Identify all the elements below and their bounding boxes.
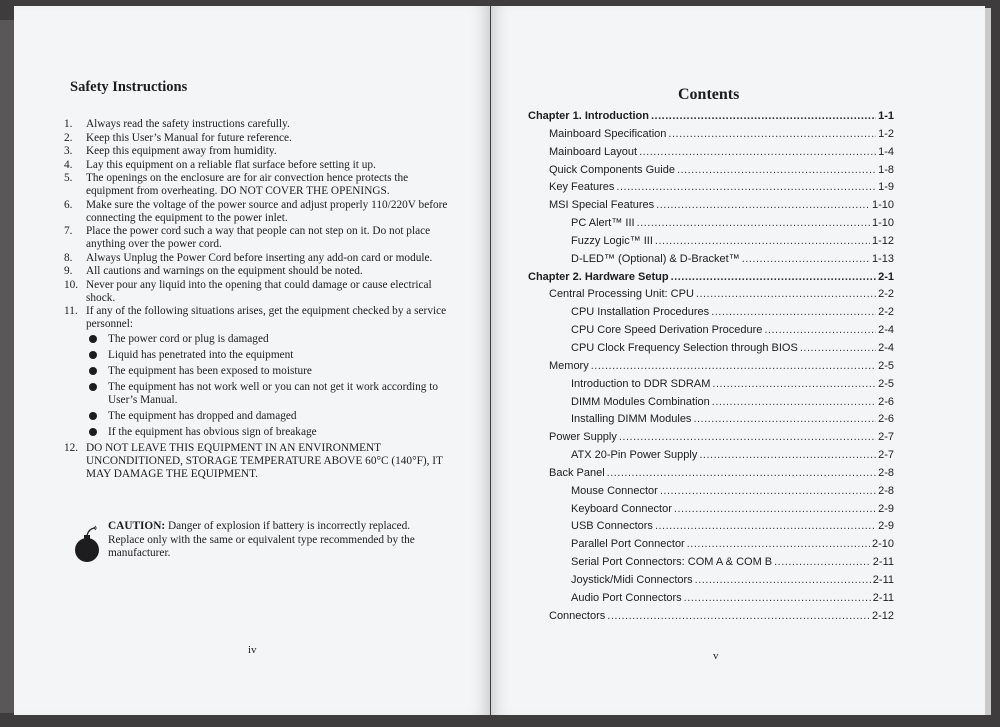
list-item: 5. The openings on the enclosure are for air convection hence protects the equipment from overheating. DO NOT COVER THE OPENINGS. bbox=[64, 172, 409, 197]
toc-entry bbox=[528, 485, 894, 503]
bullet-icon bbox=[89, 335, 97, 343]
toc-entry-page: 2-5 bbox=[878, 359, 894, 372]
dot-leader bbox=[711, 306, 876, 318]
toc-entry-page: 1-9 bbox=[878, 181, 894, 194]
toc-entry-title: Keyboard Connector bbox=[571, 502, 672, 515]
situations-sublist bbox=[86, 333, 448, 439]
toc-entry-title: Parallel Port Connector bbox=[571, 538, 685, 551]
dot-leader bbox=[668, 128, 876, 140]
sub-list-item: If the equipment has obvious sign of breakage bbox=[86, 426, 448, 439]
dot-leader bbox=[656, 199, 870, 211]
toc-entry-title: Introduction to DDR SDRAM bbox=[571, 377, 711, 390]
dot-leader bbox=[764, 324, 876, 336]
toc-entry-page: 2-6 bbox=[878, 413, 894, 426]
bullet-icon bbox=[89, 412, 97, 420]
sub-list-item: The power cord or plug is damaged bbox=[86, 333, 448, 346]
toc-entry-page: 2-11 bbox=[872, 573, 894, 586]
list-item: 10. Never pour any liquid into the opening that could damage or cause electrical shock. bbox=[64, 278, 432, 304]
toc-entry bbox=[528, 538, 894, 556]
safety-instructions-list bbox=[64, 118, 448, 482]
toc-entry-title: CPU Core Speed Derivation Procedure bbox=[571, 324, 763, 337]
toc-entry bbox=[528, 199, 894, 217]
toc-entry-page: 1-13 bbox=[871, 252, 894, 265]
bullet-icon bbox=[89, 383, 97, 391]
safety-instructions-title: Safety Instructions bbox=[70, 79, 188, 95]
toc-entry bbox=[528, 574, 894, 592]
toc-entry bbox=[528, 592, 894, 610]
toc-entry-title: Key Features bbox=[549, 181, 615, 194]
toc-entry-title: Back Panel bbox=[549, 466, 605, 479]
dot-leader bbox=[696, 288, 876, 300]
sub-list-item: The equipment has not work well or you can not get it work according to User’s Manual. bbox=[86, 381, 448, 407]
toc-entry bbox=[528, 610, 894, 628]
dot-leader bbox=[693, 413, 876, 425]
toc-entry bbox=[528, 110, 894, 128]
dot-leader bbox=[607, 467, 876, 479]
toc-entry-page: 2-9 bbox=[878, 502, 894, 515]
dot-leader bbox=[655, 520, 876, 532]
toc-entry bbox=[528, 235, 894, 253]
toc-entry-title: Mainboard Layout bbox=[549, 145, 638, 158]
toc-entry bbox=[528, 146, 894, 164]
toc-entry-page: 1-12 bbox=[871, 234, 894, 247]
toc-entry-page: 1-1 bbox=[878, 110, 894, 122]
toc-entry-page: 2-2 bbox=[878, 288, 894, 301]
bullet-icon bbox=[89, 428, 97, 436]
list-item: 6. Make sure the voltage of the power source and adjust properly 110/220V before connecting the equipment to the power inlet. bbox=[64, 198, 448, 224]
list-item: 9. All cautions and warnings on the equipment should be noted. bbox=[64, 265, 363, 277]
toc-entry bbox=[528, 342, 894, 360]
toc-entry bbox=[528, 128, 894, 146]
toc-entry-page: 2-7 bbox=[878, 449, 894, 462]
sub-list-item: Liquid has penetrated into the equipment bbox=[86, 349, 448, 362]
toc-entry bbox=[528, 503, 894, 521]
toc-entry bbox=[528, 164, 894, 182]
toc-entry-page: 2-5 bbox=[878, 377, 894, 390]
toc-entry bbox=[528, 288, 894, 306]
caution-note bbox=[64, 520, 442, 561]
dot-leader bbox=[699, 449, 876, 461]
list-item: 2. Keep this User’s Manual for future reference. bbox=[64, 131, 292, 144]
dot-leader bbox=[674, 503, 876, 515]
dot-leader bbox=[712, 378, 876, 390]
toc-entry-title: Mouse Connector bbox=[571, 484, 658, 497]
toc-entry-page: 2-11 bbox=[872, 556, 894, 569]
dot-leader bbox=[651, 110, 876, 122]
caution-text: Danger of explosion if battery is incorrectly replaced. Replace only with the same or equivalent type recommended by the manufacturer. bbox=[108, 520, 415, 559]
toc-entry bbox=[528, 467, 894, 485]
toc-entry-page: 2-4 bbox=[878, 324, 894, 337]
bullet-icon bbox=[89, 367, 97, 375]
page-number-right: v bbox=[713, 650, 719, 662]
toc-entry-title: Chapter 1. Introduction bbox=[528, 110, 649, 122]
toc-entry-page: 1-10 bbox=[871, 217, 894, 230]
dot-leader bbox=[684, 592, 871, 604]
toc-entry-title: Joystick/Midi Connectors bbox=[571, 573, 693, 586]
toc-entry-title: Chapter 2. Hardware Setup bbox=[528, 270, 669, 283]
toc-entry bbox=[528, 271, 894, 289]
toc-entry-page: 2-4 bbox=[878, 341, 894, 354]
dot-leader bbox=[671, 271, 877, 283]
toc-entry-page: 1-4 bbox=[878, 145, 894, 158]
dot-leader bbox=[639, 146, 876, 158]
dot-leader bbox=[619, 431, 876, 443]
dot-leader bbox=[607, 610, 870, 622]
dot-leader bbox=[695, 574, 871, 586]
page-edge bbox=[985, 8, 991, 715]
table-of-contents bbox=[528, 110, 894, 627]
list-item: 3. Keep this equipment away from humidity. bbox=[64, 145, 277, 157]
toc-entry bbox=[528, 360, 894, 378]
toc-entry-title: Serial Port Connectors: COM A & COM B bbox=[571, 556, 773, 569]
toc-entry-title: Quick Components Guide bbox=[549, 163, 675, 176]
toc-entry-title: Connectors bbox=[549, 609, 606, 622]
toc-entry-title: DIMM Modules Combination bbox=[571, 395, 710, 408]
toc-entry bbox=[528, 217, 894, 235]
toc-entry bbox=[528, 520, 894, 538]
toc-entry-title: Central Processing Unit: CPU bbox=[549, 288, 694, 301]
list-item: 4. Lay this equipment on a reliable flat surface before setting it up. bbox=[64, 158, 376, 171]
toc-entry-title: Mainboard Specification bbox=[549, 127, 667, 140]
toc-entry bbox=[528, 556, 894, 574]
toc-entry-page: 2-12 bbox=[871, 609, 894, 622]
sub-list-item: The equipment has been exposed to moisture bbox=[86, 365, 448, 378]
toc-entry-title: Fuzzy Logic™ III bbox=[571, 234, 653, 247]
toc-entry-page: 1-2 bbox=[878, 127, 894, 140]
dot-leader bbox=[774, 556, 871, 568]
toc-entry-title: Power Supply bbox=[549, 431, 617, 444]
toc-entry bbox=[528, 449, 894, 467]
toc-entry-page: 2-7 bbox=[878, 431, 894, 444]
toc-entry-page: 2-1 bbox=[878, 270, 894, 283]
binding-edge bbox=[0, 20, 14, 713]
toc-entry-title: MSI Special Features bbox=[549, 199, 655, 212]
toc-entry-title: CPU Clock Frequency Selection through BIOS bbox=[571, 341, 798, 354]
list-item: 11. If any of the following situations arises, get the equipment checked by a service personnel: The power cord or plug is damaged Liquid has penetrated into the equipment The equipment has been exposed to moisture The equipment has not work well or you can not get it work according to User’s Manual. The equipment has dropped and damaged If the equipment has obvious sign of breakage bbox=[64, 305, 447, 438]
toc-entry-page: 2-2 bbox=[878, 306, 894, 319]
toc-entry-title: Installing DIMM Modules bbox=[571, 413, 692, 426]
toc-entry-page: 2-11 bbox=[872, 591, 894, 604]
toc-entry-page: 2-6 bbox=[878, 395, 894, 408]
list-item: 12. DO NOT LEAVE THIS EQUIPMENT IN AN ENVIRONMENT UNCONDITIONED, STORAGE TEMPERATURE ABOVE 60°C (140°F), IT MAY DAMAGE THE EQUIPMENT. bbox=[64, 442, 443, 480]
toc-entry-page: 2-8 bbox=[878, 484, 894, 497]
toc-entry-title: Memory bbox=[549, 359, 589, 372]
toc-entry bbox=[528, 253, 894, 271]
list-item: 1. Always read the safety instructions carefully. bbox=[64, 118, 290, 130]
toc-entry-title: ATX 20-Pin Power Supply bbox=[571, 449, 698, 462]
dot-leader bbox=[712, 396, 876, 408]
dot-leader bbox=[637, 217, 870, 229]
dot-leader bbox=[660, 485, 876, 497]
toc-entry bbox=[528, 324, 894, 342]
dot-leader bbox=[742, 253, 870, 265]
toc-entry-page: 2-10 bbox=[871, 538, 894, 551]
toc-entry-title: CPU Installation Procedures bbox=[571, 306, 710, 319]
list-item: 7. Place the power cord such a way that people can not step on it. Do not place anything over the power cord. bbox=[64, 225, 431, 250]
toc-entry-page: 1-10 bbox=[871, 199, 894, 212]
toc-entry-page: 2-9 bbox=[878, 520, 894, 533]
toc-entry bbox=[528, 181, 894, 199]
list-item: 8. Always Unplug the Power Cord before inserting any add-on card or module. bbox=[64, 251, 433, 264]
toc-entry bbox=[528, 306, 894, 324]
toc-entry-title: Audio Port Connectors bbox=[571, 591, 682, 604]
dot-leader bbox=[687, 538, 870, 550]
toc-entry-title: PC Alert™ III bbox=[571, 217, 635, 230]
toc-entry bbox=[528, 431, 894, 449]
dot-leader bbox=[591, 360, 876, 372]
caution-label: CAUTION: bbox=[108, 520, 166, 532]
contents-title: Contents bbox=[678, 86, 740, 103]
toc-entry bbox=[528, 413, 894, 431]
dot-leader bbox=[800, 342, 876, 354]
dot-leader bbox=[616, 181, 876, 193]
bullet-icon bbox=[89, 351, 97, 359]
toc-entry-page: 1-8 bbox=[878, 163, 894, 176]
dot-leader bbox=[677, 164, 876, 176]
toc-entry-title: USB Connectors bbox=[571, 520, 653, 533]
toc-entry bbox=[528, 378, 894, 396]
sub-list-item: The equipment has dropped and damaged bbox=[86, 410, 448, 423]
toc-entry-page: 2-8 bbox=[878, 466, 894, 479]
dot-leader bbox=[655, 235, 870, 247]
toc-entry-title: D-LED™ (Optional) & D-Bracket™ bbox=[571, 252, 740, 265]
toc-entry bbox=[528, 396, 894, 414]
page-number-left: iv bbox=[248, 644, 257, 656]
